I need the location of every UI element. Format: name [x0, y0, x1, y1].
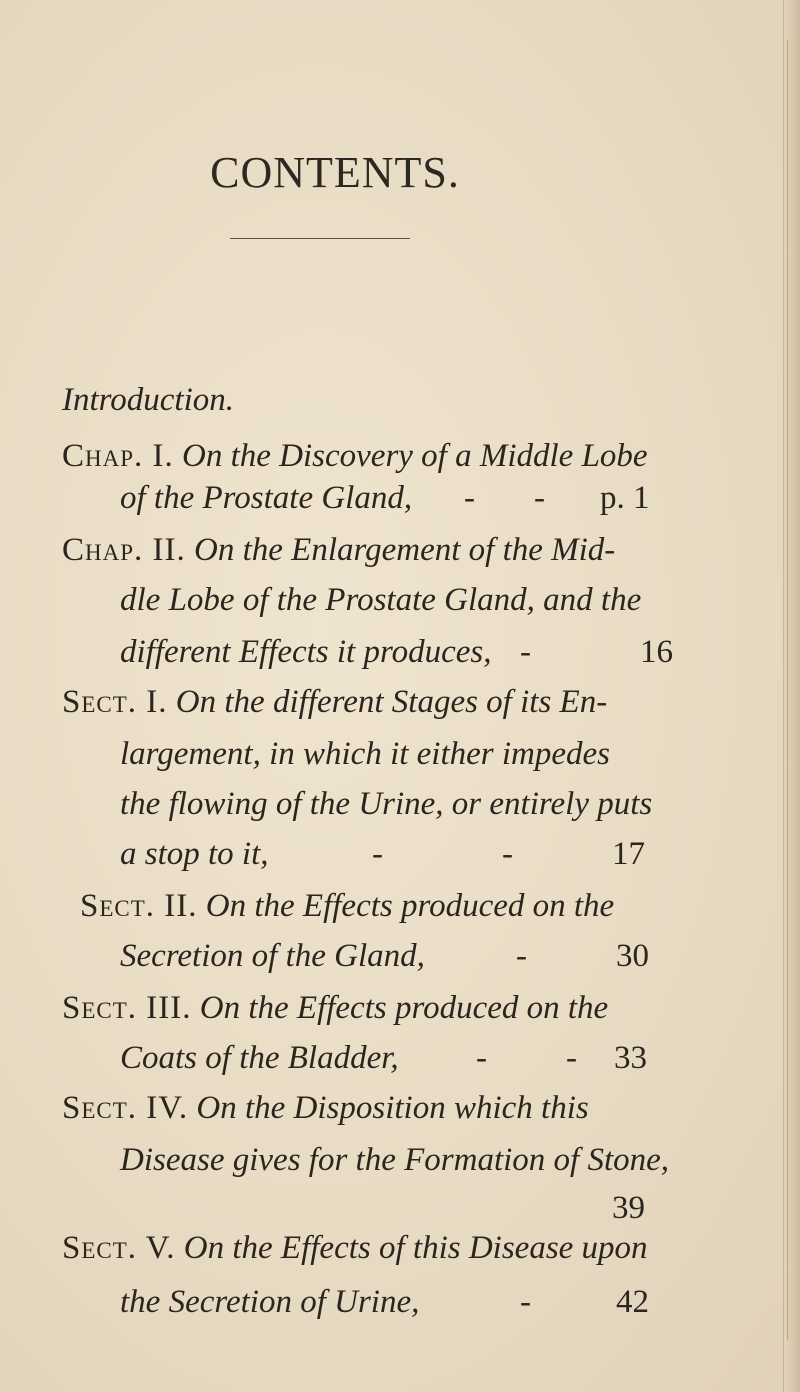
chap2-title-3: different Effects it produces, — [120, 634, 492, 670]
sect1-line1 — [0, 674, 760, 730]
sect1-line4 — [0, 826, 760, 882]
chap1-title-2: of the Prostate Gland, — [120, 480, 413, 516]
sect1-title-3: the flowing of the Urine, or entirely puts — [120, 786, 653, 822]
chap2-label: Chap. II. — [62, 532, 186, 568]
sect1-page: 17 — [612, 836, 645, 872]
sect4-title-2: Disease gives for the Formation of Stone, — [120, 1142, 670, 1178]
chap2-line3 — [0, 624, 760, 680]
chap1-page: p. 1 — [600, 480, 650, 516]
sect1-title-4: a stop to it, — [120, 836, 269, 872]
chap1-line2 — [0, 470, 760, 526]
title-rule — [230, 238, 410, 239]
sect5-title-1: On the Effects of this Disease upon — [183, 1230, 648, 1266]
leader-dash: - — [372, 836, 383, 872]
sect3-title-1: On the Effects produced on the — [199, 990, 609, 1026]
chap2-title-1: On the Enlargement of the Mid- — [194, 532, 616, 568]
intro-text: Introduction. — [62, 382, 235, 418]
sect2-line1 — [0, 878, 760, 934]
chap2-line2 — [0, 572, 760, 628]
sect4-label: Sect. IV. — [62, 1090, 189, 1126]
chap1-title-1: On the Discovery of a Middle Lobe — [182, 438, 648, 474]
chap2-title-2: dle Lobe of the Prostate Gland, and the — [120, 582, 642, 618]
leader-dash: - — [566, 1040, 577, 1076]
leader-dash: - — [464, 480, 475, 516]
sect2-label: Sect. II. — [80, 888, 198, 924]
sect2-line2 — [0, 928, 760, 984]
leader-dash: - — [502, 836, 513, 872]
sect1-label: Sect. I. — [62, 684, 168, 720]
sect3-line1 — [0, 980, 760, 1036]
sect5-page: 42 — [616, 1284, 649, 1320]
sect3-title-2: Coats of the Bladder, — [120, 1040, 399, 1076]
sect1-title-2: largement, in which it either impedes — [120, 736, 611, 772]
sect1-line3 — [0, 776, 760, 832]
leader-dash: - — [476, 1040, 487, 1076]
sect5-title-2: the Secretion of Urine, — [120, 1284, 420, 1320]
intro-line — [0, 372, 760, 428]
chap2-line1 — [0, 522, 760, 578]
page-edge — [783, 0, 800, 1392]
sect3-line2 — [0, 1030, 760, 1086]
sect4-title-1: On the Disposition which this — [196, 1090, 589, 1126]
chap1-label: Chap. I. — [62, 438, 174, 474]
sect5-line1 — [0, 1220, 760, 1276]
chap2-page: 16 — [640, 634, 673, 670]
sect3-page: 33 — [614, 1040, 647, 1076]
sect4-page: 39 — [612, 1190, 645, 1226]
leader-dash: - — [534, 480, 545, 516]
page-title: CONTENTS. — [210, 148, 460, 197]
sect2-title-2: Secretion of the Gland, — [120, 938, 425, 974]
page-leaf — [787, 40, 798, 1340]
sect2-page: 30 — [616, 938, 649, 974]
sect1-line2 — [0, 726, 760, 782]
leader-dash: - — [520, 634, 531, 670]
leader-dash: - — [516, 938, 527, 974]
sect4-line1 — [0, 1080, 760, 1136]
sect1-title-1: On the different Stages of its En- — [175, 684, 608, 720]
leader-dash: - — [520, 1284, 531, 1320]
sect5-line2 — [0, 1274, 760, 1330]
sect5-label: Sect. V. — [62, 1230, 176, 1266]
sect2-title-1: On the Effects produced on the — [205, 888, 615, 924]
sect3-label: Sect. III. — [62, 990, 192, 1026]
